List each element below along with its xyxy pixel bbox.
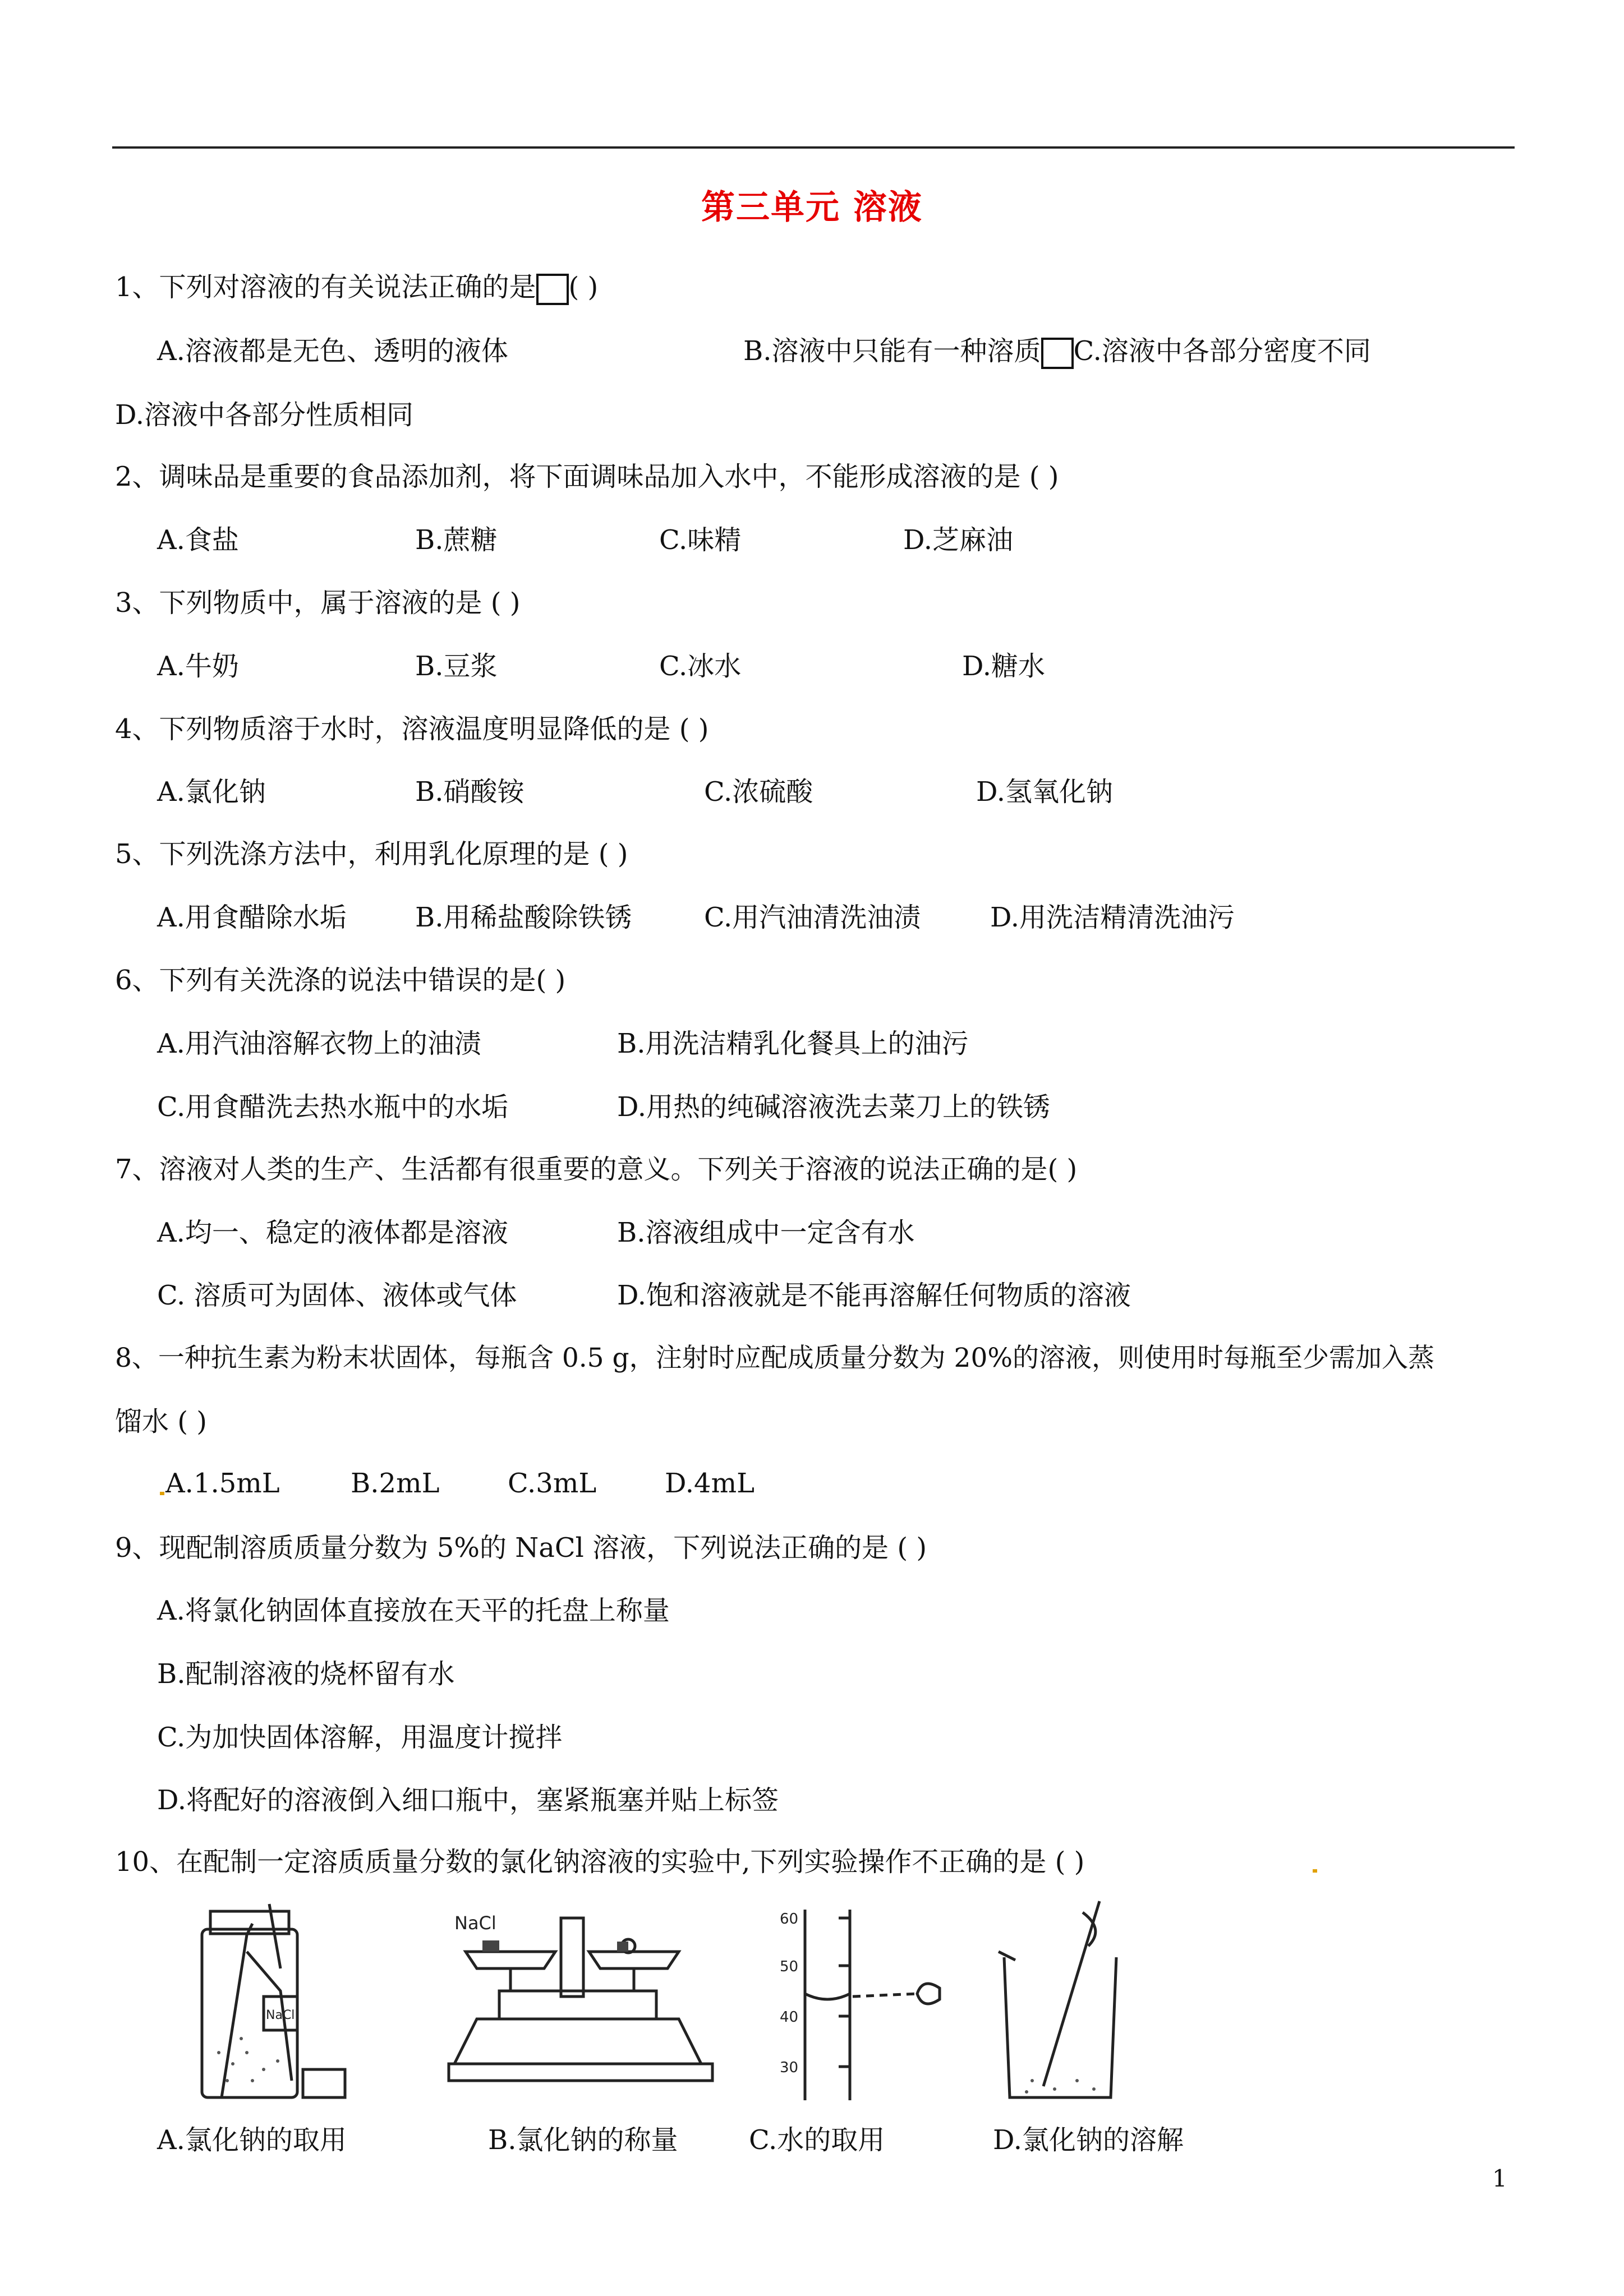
q4-option-a: A.氯化钠 <box>157 776 266 808</box>
q5-option-a: A.用食醋除水垢 <box>157 902 347 933</box>
question-7-stem: 7、溶液对人类的生产、生活都有很重要的意义。下列关于溶液的说法正确的是( ) <box>115 1154 1078 1185</box>
q7-option-a: A.均一、稳定的液体都是溶液 <box>157 1217 508 1248</box>
q8-option-d: D.4mL <box>665 1468 755 1499</box>
q3-option-b: B.豆浆 <box>415 651 498 682</box>
q4-option-c: C.浓硫酸 <box>704 776 813 808</box>
q10-option-c: C.水的取用 <box>749 2124 885 2156</box>
q5-option-b: B.用稀盐酸除铁锈 <box>415 902 632 933</box>
question-10-stem: 10、在配制一定溶质质量分数的氯化钠溶液的实验中,下列实验操作不正确的是 ( ) <box>115 1846 1085 1878</box>
q7-option-b: B.溶液组成中一定含有水 <box>617 1217 915 1248</box>
tick-label: 50 <box>780 1958 799 1975</box>
tick-label: 40 <box>780 2009 799 2026</box>
q10-option-d: D.氯化钠的溶解 <box>993 2124 1184 2156</box>
question-9-stem: 9、现配制溶质质量分数为 5%的 NaCl 溶液，下列说法正确的是 ( ) <box>115 1532 927 1564</box>
q4-option-b: B.硝酸铵 <box>415 776 525 808</box>
q8-option-c: C.3mL <box>508 1468 597 1499</box>
question-1-stem: 1、下列对溶液的有关说法正确的是 ( ) <box>115 270 598 305</box>
q8-option-b: B.2mL <box>351 1468 440 1499</box>
page-title: 第三单元 溶液 <box>701 188 923 227</box>
question-3-stem: 3、下列物质中，属于溶液的是 ( ) <box>115 587 521 619</box>
question-8-stem: 8、一种抗生素为粉末状固体，每瓶含 0.5 g，注射时应配成质量分数为 20%的溶液，则使用时每瓶至少需加入蒸 <box>115 1343 1435 1373</box>
header-rule <box>112 146 1515 149</box>
figure-a-label: NaCl <box>266 2008 295 2022</box>
q9-option-d: D.将配好的溶液倒入细口瓶中，塞紧瓶塞并贴上标签 <box>157 1785 779 1816</box>
q2-option-d: D.芝麻油 <box>903 524 1014 556</box>
q10-option-a: A.氯化钠的取用 <box>157 2124 347 2156</box>
q2-option-a: A.食盐 <box>157 524 239 556</box>
q3-option-a: A.牛奶 <box>157 651 239 682</box>
figure-a-bottle <box>180 1901 381 2103</box>
q5-option-d: D.用洗洁精清洗油污 <box>990 902 1235 933</box>
q9-option-c: C.为加快固体溶解，用温度计搅拌 <box>157 1722 563 1753</box>
q7-option-c: C. 溶质可为固体、液体或气体 <box>157 1280 517 1311</box>
tick-label: 60 <box>780 1911 799 1928</box>
q2-option-c: C.味精 <box>659 524 742 556</box>
figure-b-balance <box>443 1907 724 2097</box>
q5-option-c: C.用汽油清洗油渍 <box>704 902 921 933</box>
q3-option-c: C.冰水 <box>659 651 742 682</box>
question-4-stem: 4、下列物质溶于水时，溶液温度明显降低的是 ( ) <box>115 713 709 745</box>
q2-option-b: B.蔗糖 <box>415 524 498 556</box>
figure-c-cylinder <box>755 1904 979 2106</box>
q6-option-d: D.用热的纯碱溶液洗去菜刀上的铁锈 <box>617 1091 1051 1123</box>
q1-option-b: B.溶液中只能有一种溶质 C.溶液中各部分密度不同 <box>743 334 1371 369</box>
q6-option-c: C.用食醋洗去热水瓶中的水垢 <box>157 1091 509 1123</box>
figure-b-label: NaCl <box>454 1912 496 1934</box>
q7-option-d: D.饱和溶液就是不能再溶解任何物质的溶液 <box>617 1280 1131 1311</box>
q3-option-d: D.糖水 <box>962 651 1046 682</box>
answer-box[interactable] <box>536 274 569 305</box>
page-number: 1 <box>1492 2165 1507 2192</box>
question-5-stem: 5、下列洗涤方法中，利用乳化原理的是 ( ) <box>115 838 628 870</box>
figure-d-beaker <box>993 1896 1139 2109</box>
answer-box[interactable] <box>1041 338 1074 369</box>
q9-option-b: B.配制溶液的烧杯留有水 <box>157 1658 455 1690</box>
question-2-stem: 2、调味品是重要的食品添加剂，将下面调味品加入水中，不能形成溶液的是 ( ) <box>115 461 1059 492</box>
question-8-stem-cont: 馏水 ( ) <box>115 1406 207 1437</box>
q9-option-a: A.将氯化钠固体直接放在天平的托盘上称量 <box>157 1595 670 1626</box>
q1-option-a: A.溶液都是无色、透明的液体 <box>157 335 508 367</box>
q6-option-b: B.用洗洁精乳化餐具上的油污 <box>617 1028 969 1059</box>
q6-option-a: A.用汽油溶解衣物上的油渍 <box>157 1028 481 1059</box>
q8-option-a: A.1.5mL <box>165 1468 280 1499</box>
q10-option-b: B.氯化钠的称量 <box>488 2124 678 2156</box>
q4-option-d: D.氢氧化钠 <box>976 776 1114 808</box>
tick-label: 30 <box>780 2059 799 2076</box>
question-6-stem: 6、下列有关洗涤的说法中错误的是( ) <box>115 965 566 996</box>
q1-option-d: D.溶液中各部分性质相同 <box>115 399 414 431</box>
